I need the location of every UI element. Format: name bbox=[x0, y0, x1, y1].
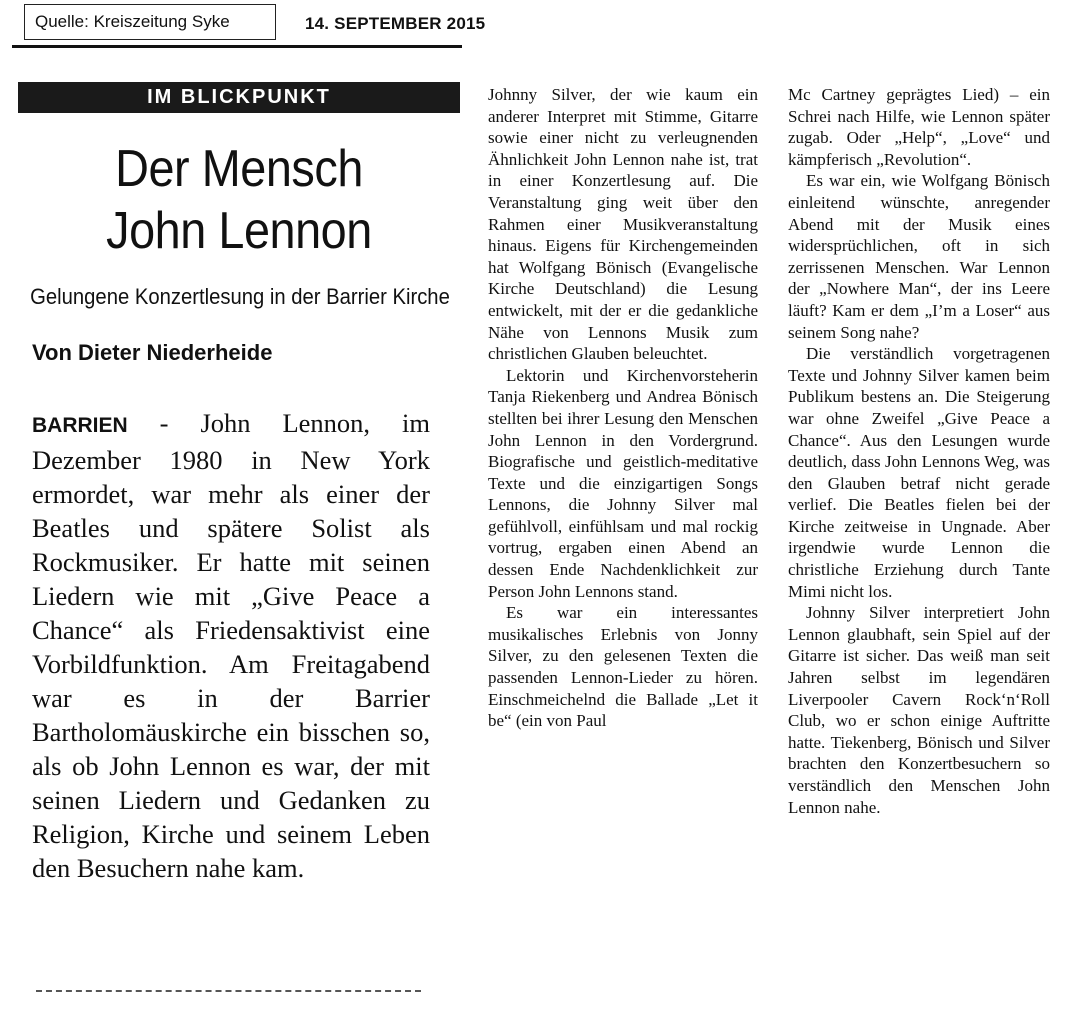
paragraph: Lektorin und Kirchenvorsteherin Tanja Riekenberg und Andrea Bönisch stellten bei ihrer Lesung den Menschen John Lennon in den Vordergrund. Biografische und geistlich-meditative Texte und die einzigartigen Songs Lennons, die Johnny Silver mal gefühlvoll, einfühlsam und mal rockig vortrug, ergaben einen Abend an dessen Ende Nachdenklichkeit zur Person John Lennons stand. bbox=[488, 365, 758, 601]
lead-text: John Lennon, im Dezember 1980 in New York ermordet, war mehr als einer der Beatles und spätere Solist als Rockmusiker. Er hatte mit seinen Liedern wie mit „Give Peace a Chance“ als Friedensaktivist eine Vorbildfunktion. Am Freitagabend war es in der Barrier Bartholomäuskirche ein bisschen so, als ob John Lennon es war, der mit seinen Liedern und Gedanken zu Religion, Kirche und seinem Leben den Besuchern nahe kam. bbox=[32, 408, 430, 883]
source-label: Quelle: Kreiszeitung Syke bbox=[24, 4, 276, 40]
headline-line-1: Der Mensch bbox=[115, 140, 363, 198]
lead-paragraph bbox=[32, 406, 430, 885]
headline bbox=[40, 138, 438, 262]
section-kicker: IM BLICKPUNKT bbox=[18, 82, 460, 113]
dateline-separator: - bbox=[127, 408, 201, 438]
article-column-2 bbox=[488, 84, 758, 732]
paragraph: Es war ein, wie Wolfgang Bönisch einleitend wünschte, anregender Abend mit der Musik eines widersprüchlichen, oft in sich zerrissenen Menschen. War Lennon der „Nowhere Man“, der ins Leere läuft? Kam er dem „I’m a Loser“ aus seinem Song nahe? bbox=[788, 171, 1050, 342]
paragraph: Johnny Silver, der wie kaum ein anderer Interpret mit Stimme, Gitarre sowie einer nicht zu verleugnenden Ähnlichkeit John Lennon nahe ist, trat in einer Konzertlesung auf. Die Veranstaltung ging weit über den Rahmen einer Musikveranstaltung hinaus. Eigens für Kirchengemeinden hat Wolfgang Bönisch (Evangelische Kirche Deutschland) die Lesung entwickelt, mit der er die gedankliche Nähe von Lennons Musik zum christlichen Glauben beleuchtet. bbox=[488, 85, 758, 364]
subheadline: Gelungene Konzertlesung in der Barrier Kirche bbox=[30, 284, 450, 309]
paragraph: Mc Cartney geprägtes Lied) – ein Schrei nach Hilfe, wie Lennon später zugab. Oder „Help“, „Love“ und kämpferisch „Revolution“. bbox=[788, 85, 1050, 169]
publication-date: 14. SEPTEMBER 2015 bbox=[305, 14, 486, 33]
dateline: BARRIEN bbox=[32, 414, 128, 437]
headline-line-2: John Lennon bbox=[106, 202, 372, 260]
paragraph: Johnny Silver interpretiert John Lennon glaubhaft, sein Spiel auf der Gitarre ist sicher. Das weiß man seit Jahren selbst im legendären Liverpooler Cavern Rock‘n‘Roll Club, wo er schon einige Auftritte hatte. Tiekenberg, Bönisch und Silver brachten den Konzertbesuchern so verständlich den Menschen John Lennon nahe. bbox=[788, 603, 1050, 817]
byline: Von Dieter Niederheide bbox=[32, 340, 273, 365]
paragraph: Die verständlich vorgetragenen Texte und Johnny Silver kamen beim Publikum bestens an. Die Steigerung war ohne Zweifel „Give Peace a Chance“. Aus den Lesungen wurde deutlich, dass John Lennons Weg, was den Glauben betraf nicht gerade verlief. Die Beatles fielen bei der Kirche zeitweise in Ungnade. Aber irgendwie wurde Lennon die christliche Erziehung durch Tante Mimi nicht los. bbox=[788, 344, 1050, 601]
article-column-3 bbox=[788, 84, 1050, 818]
column-end-rule bbox=[36, 990, 421, 992]
paragraph: Es war ein interessantes musikalisches Erlebnis von Jonny Silver, zu den gelesenen Texten die passenden Lennon-Lieder zu hören. Einschmeichelnd die Ballade „Let it be“ (ein von Paul bbox=[488, 603, 758, 731]
header-rule bbox=[12, 45, 462, 48]
